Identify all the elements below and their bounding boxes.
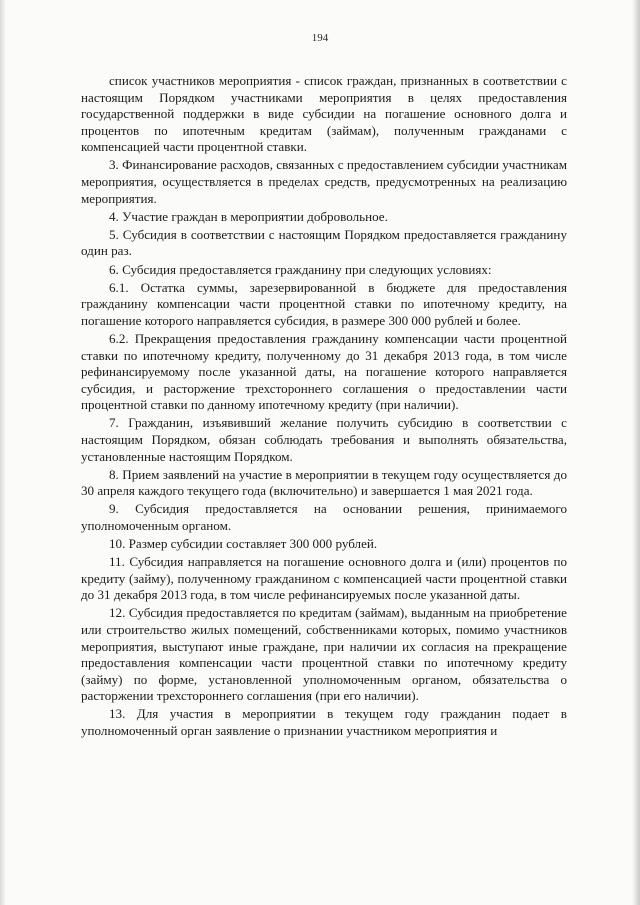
paragraph-11: 11. Субсидия направляется на погашение основного долга и (или) процентов по кредиту (займу), полученному гражданином с компенсацией части процентной ставки до 31 декабря 2013 года, в том числе рефинансируемых после указанной даты. <box>81 554 567 603</box>
page-edge-right <box>632 0 640 905</box>
paragraph-3: 3. Финансирование расходов, связанных с предоставлением субсидии участникам мероприятия, осуществляется в пределах средств, предусмотренных на реализацию мероприятия. <box>81 157 567 206</box>
paragraph-6-1: 6.1. Остатка суммы, зарезервированной в бюджете для предоставления гражданину компенсации части процентной ставки по ипотечному кредиту, на погашение которого направляется субсидия, в размере 300 000 рублей и более. <box>81 279 567 328</box>
paragraph-8: 8. Прием заявлений на участие в мероприятии в текущем году осуществляется до 30 апреля каждого текущего года (включительно) и завершается 1 мая 2021 года. <box>81 466 567 499</box>
paragraph-list-definition: список участников мероприятия - список граждан, признанных в соответствии с настоящим Порядком участниками мероприятия в целях предоставления государственной поддержки в виде субсидии на погашение основного долга и процентов по ипотечным кредитам (займам), полученным гражданами с компенсацией части процентной ставки. <box>81 73 567 155</box>
document-body <box>81 73 567 741</box>
paragraph-10: 10. Размер субсидии составляет 300 000 рублей. <box>109 536 378 552</box>
paragraph-7: 7. Гражданин, изъявивший желание получить субсидию в соответствии с настоящим Порядком, обязан соблюдать требования и выполнять обязательства, установленные настоящим Порядком. <box>81 415 567 464</box>
paragraph-12: 12. Субсидия предоставляется по кредитам (займам), выданным на приобретение или строительство жилых помещений, собственниками которых, помимо участников мероприятия, выступают иные граждане, при наличии их согласия на прекращение предоставления компенсации части процентной ставки по ипотечному кредиту (займу) по форме, установленной уполномоченным органом, обязательства о расторжении трехстороннего соглашения (при его наличии). <box>81 605 567 704</box>
paragraph-5: 5. Субсидия в соответствии с настоящим Порядком предоставляется гражданину один раз. <box>81 226 567 259</box>
paragraph-4: 4. Участие граждан в мероприятии добровольное. <box>109 208 388 224</box>
page-number: 194 <box>311 32 329 44</box>
page-edge-left <box>0 0 6 905</box>
paragraph-6-2: 6.2. Прекращения предоставления гражданину компенсации части процентной ставки по ипотечному кредиту, полученному до 31 декабря 2013 года, в том числе рефинансируемому после указанной даты, на погашение которого направляется субсидия, и расторжение трехстороннего соглашения о предоставлении части процентной ставки по данному ипотечному кредиту (при наличии). <box>81 330 567 413</box>
paragraph-6: 6. Субсидия предоставляется гражданину при следующих условиях: <box>109 261 492 277</box>
paragraph-13: 13. Для участия в мероприятии в текущем году гражданин подает в уполномоченный орган заявление о признании участником мероприятия и <box>81 706 567 739</box>
paragraph-9: 9. Субсидия предоставляется на основании решения, принимаемого уполномоченным органом. <box>81 501 567 533</box>
